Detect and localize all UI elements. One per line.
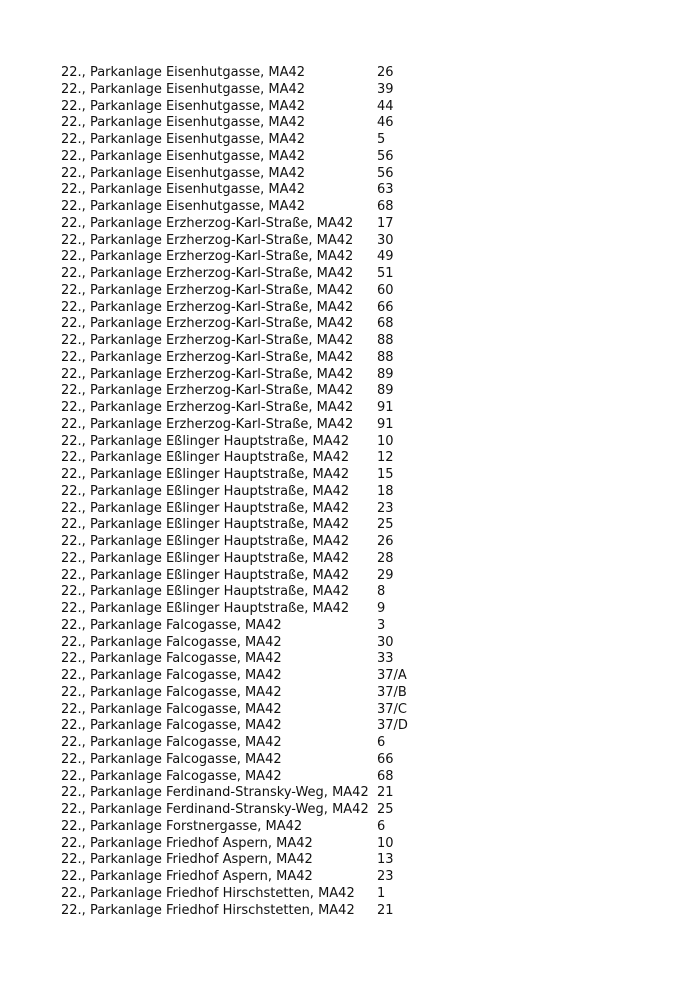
location-name: 22., Parkanlage Erzherzog-Karl-Straße, MA42	[61, 266, 354, 281]
list-item	[61, 484, 621, 501]
list-item	[61, 367, 621, 384]
list-item	[61, 333, 621, 350]
list-item	[61, 785, 621, 802]
location-name: 22., Parkanlage Erzherzog-Karl-Straße, MA42	[61, 232, 354, 248]
location-name: 22., Parkanlage Eisenhutgasse, MA42	[61, 65, 306, 80]
location-name: 22., Parkanlage Eßlinger Hauptstraße, MA42	[61, 450, 350, 466]
house-number: 6	[377, 818, 386, 834]
list-item	[61, 852, 621, 869]
location-name: 22., Parkanlage Friedhof Hirschstetten, MA42	[61, 885, 355, 901]
list-item	[61, 199, 621, 216]
house-number: 25	[377, 802, 394, 817]
list-item	[61, 450, 621, 467]
location-name: 22., Parkanlage Erzherzog-Karl-Straße, MA42	[61, 282, 354, 298]
list-item	[61, 283, 621, 300]
location-name: 22., Parkanlage Falcogasse, MA42	[61, 651, 282, 667]
house-number: 88	[377, 333, 394, 348]
list-item	[61, 651, 621, 668]
house-number: 63	[377, 182, 394, 198]
location-name: 22., Parkanlage Falcogasse, MA42	[61, 684, 282, 700]
house-number: 1	[377, 885, 386, 901]
house-number: 3	[377, 617, 386, 633]
list-item	[61, 836, 621, 853]
list-item	[61, 233, 621, 250]
location-name: 22., Parkanlage Eisenhutgasse, MA42	[61, 115, 306, 131]
location-name: 22., Parkanlage Erzherzog-Karl-Straße, MA42	[61, 366, 354, 382]
house-number: 56	[377, 148, 394, 164]
location-name: 22., Parkanlage Falcogasse, MA42	[61, 751, 282, 767]
house-number: 68	[377, 768, 394, 784]
location-name: 22., Parkanlage Falcogasse, MA42	[61, 768, 282, 784]
list-item	[61, 400, 621, 417]
house-number: 25	[377, 517, 394, 533]
house-number: 89	[377, 383, 394, 399]
list-item	[61, 467, 621, 484]
location-name: 22., Parkanlage Falcogasse, MA42	[61, 634, 282, 650]
list-item	[61, 182, 621, 199]
house-number: 68	[377, 316, 394, 332]
house-number: 18	[377, 483, 394, 499]
location-name: 22., Parkanlage Eisenhutgasse, MA42	[61, 165, 306, 181]
location-name: 22., Parkanlage Erzherzog-Karl-Straße, MA42	[61, 333, 354, 348]
list-item	[61, 417, 621, 434]
location-name: 22., Parkanlage Eisenhutgasse, MA42	[61, 81, 306, 97]
location-name: 22., Parkanlage Friedhof Aspern, MA42	[61, 869, 313, 884]
location-name: 22., Parkanlage Eßlinger Hauptstraße, MA42	[61, 433, 350, 449]
house-number: 6	[377, 735, 386, 750]
house-number: 37/C	[377, 701, 407, 717]
list-item	[61, 601, 621, 618]
location-name: 22., Parkanlage Falcogasse, MA42	[61, 735, 282, 750]
list-item	[61, 82, 621, 99]
house-number: 37/A	[377, 668, 407, 683]
house-number: 8	[377, 584, 386, 600]
list-item	[61, 668, 621, 685]
house-number: 89	[377, 366, 394, 382]
list-item	[61, 869, 621, 886]
list-item	[61, 249, 621, 266]
house-number: 68	[377, 199, 394, 214]
list-item	[61, 568, 621, 585]
location-name: 22., Parkanlage Erzherzog-Karl-Straße, MA42	[61, 383, 354, 399]
location-name: 22., Parkanlage Ferdinand-Stransky-Weg, MA42	[61, 785, 369, 801]
list-item	[61, 266, 621, 283]
location-name: 22., Parkanlage Friedhof Aspern, MA42	[61, 852, 313, 868]
house-number: 9	[377, 601, 386, 616]
list-item	[61, 702, 621, 719]
list-item	[61, 434, 621, 451]
location-name: 22., Parkanlage Erzherzog-Karl-Straße, MA42	[61, 316, 354, 332]
list-item	[61, 752, 621, 769]
list-item	[61, 618, 621, 635]
location-name: 22., Parkanlage Falcogasse, MA42	[61, 617, 282, 633]
location-name: 22., Parkanlage Ferdinand-Stransky-Weg, MA42	[61, 802, 369, 817]
house-number: 15	[377, 467, 394, 482]
location-name: 22., Parkanlage Erzherzog-Karl-Straße, MA42	[61, 416, 354, 432]
house-number: 10	[377, 835, 394, 851]
location-name: 22., Parkanlage Eßlinger Hauptstraße, MA42	[61, 517, 350, 533]
house-number: 23	[377, 869, 394, 884]
location-name: 22., Parkanlage Eßlinger Hauptstraße, MA42	[61, 567, 350, 583]
location-name: 22., Parkanlage Eisenhutgasse, MA42	[61, 98, 306, 114]
house-number: 44	[377, 98, 394, 114]
house-number: 12	[377, 450, 394, 466]
location-name: 22., Parkanlage Eisenhutgasse, MA42	[61, 199, 306, 214]
house-number: 39	[377, 81, 394, 97]
list-item	[61, 383, 621, 400]
house-number: 60	[377, 282, 394, 298]
list-item	[61, 685, 621, 702]
list-item	[61, 735, 621, 752]
house-number: 51	[377, 266, 394, 281]
location-name: 22., Parkanlage Friedhof Aspern, MA42	[61, 835, 313, 851]
house-number: 17	[377, 215, 394, 231]
location-name: 22., Parkanlage Eßlinger Hauptstraße, MA42	[61, 601, 350, 616]
location-name: 22., Parkanlage Eßlinger Hauptstraße, MA42	[61, 550, 350, 566]
house-number: 91	[377, 400, 394, 415]
list-item	[61, 635, 621, 652]
location-name: 22., Parkanlage Eisenhutgasse, MA42	[61, 182, 306, 198]
list-item	[61, 819, 621, 836]
house-number: 37/D	[377, 718, 408, 734]
list-item	[61, 769, 621, 786]
list-item	[61, 718, 621, 735]
list-item	[61, 903, 621, 920]
location-name: 22., Parkanlage Erzherzog-Karl-Straße, MA42	[61, 349, 354, 365]
location-name: 22., Parkanlage Eisenhutgasse, MA42	[61, 132, 306, 147]
location-name: 22., Parkanlage Eßlinger Hauptstraße, MA42	[61, 500, 350, 516]
house-number: 66	[377, 751, 394, 767]
list-item	[61, 501, 621, 518]
house-number: 26	[377, 65, 394, 80]
list-item	[61, 886, 621, 903]
house-number: 23	[377, 500, 394, 516]
house-number: 13	[377, 852, 394, 868]
list-item	[61, 149, 621, 166]
list-item	[61, 132, 621, 149]
list-item	[61, 802, 621, 819]
house-number: 46	[377, 115, 394, 131]
location-name: 22., Parkanlage Erzherzog-Karl-Straße, MA42	[61, 215, 354, 231]
location-name: 22., Parkanlage Forstnergasse, MA42	[61, 818, 303, 834]
house-number: 26	[377, 534, 394, 549]
house-number: 49	[377, 249, 394, 265]
list-item	[61, 300, 621, 317]
address-list	[61, 65, 621, 919]
list-item	[61, 99, 621, 116]
house-number: 21	[377, 785, 394, 801]
house-number: 37/B	[377, 684, 407, 700]
list-item	[61, 115, 621, 132]
location-name: 22., Parkanlage Eßlinger Hauptstraße, MA42	[61, 534, 350, 549]
house-number: 91	[377, 416, 394, 432]
list-item	[61, 350, 621, 367]
location-name: 22., Parkanlage Falcogasse, MA42	[61, 668, 282, 683]
list-item	[61, 534, 621, 551]
house-number: 5	[377, 132, 386, 147]
list-item	[61, 216, 621, 233]
location-name: 22., Parkanlage Friedhof Hirschstetten, MA42	[61, 902, 355, 918]
location-name: 22., Parkanlage Eßlinger Hauptstraße, MA42	[61, 584, 350, 600]
list-item	[61, 584, 621, 601]
house-number: 88	[377, 349, 394, 365]
house-number: 56	[377, 165, 394, 181]
house-number: 10	[377, 433, 394, 449]
location-name: 22., Parkanlage Erzherzog-Karl-Straße, MA42	[61, 249, 354, 265]
house-number: 21	[377, 902, 394, 918]
house-number: 30	[377, 232, 394, 248]
location-name: 22., Parkanlage Eisenhutgasse, MA42	[61, 148, 306, 164]
location-name: 22., Parkanlage Falcogasse, MA42	[61, 701, 282, 717]
location-name: 22., Parkanlage Eßlinger Hauptstraße, MA42	[61, 483, 350, 499]
house-number: 33	[377, 651, 394, 667]
list-item	[61, 517, 621, 534]
list-item	[61, 65, 621, 82]
location-name: 22., Parkanlage Falcogasse, MA42	[61, 718, 282, 734]
list-item	[61, 166, 621, 183]
house-number: 66	[377, 299, 394, 315]
location-name: 22., Parkanlage Erzherzog-Karl-Straße, MA42	[61, 299, 354, 315]
list-item	[61, 316, 621, 333]
house-number: 30	[377, 634, 394, 650]
house-number: 28	[377, 550, 394, 566]
location-name: 22., Parkanlage Eßlinger Hauptstraße, MA42	[61, 467, 350, 482]
list-item	[61, 551, 621, 568]
location-name: 22., Parkanlage Erzherzog-Karl-Straße, MA42	[61, 400, 354, 415]
house-number: 29	[377, 567, 394, 583]
